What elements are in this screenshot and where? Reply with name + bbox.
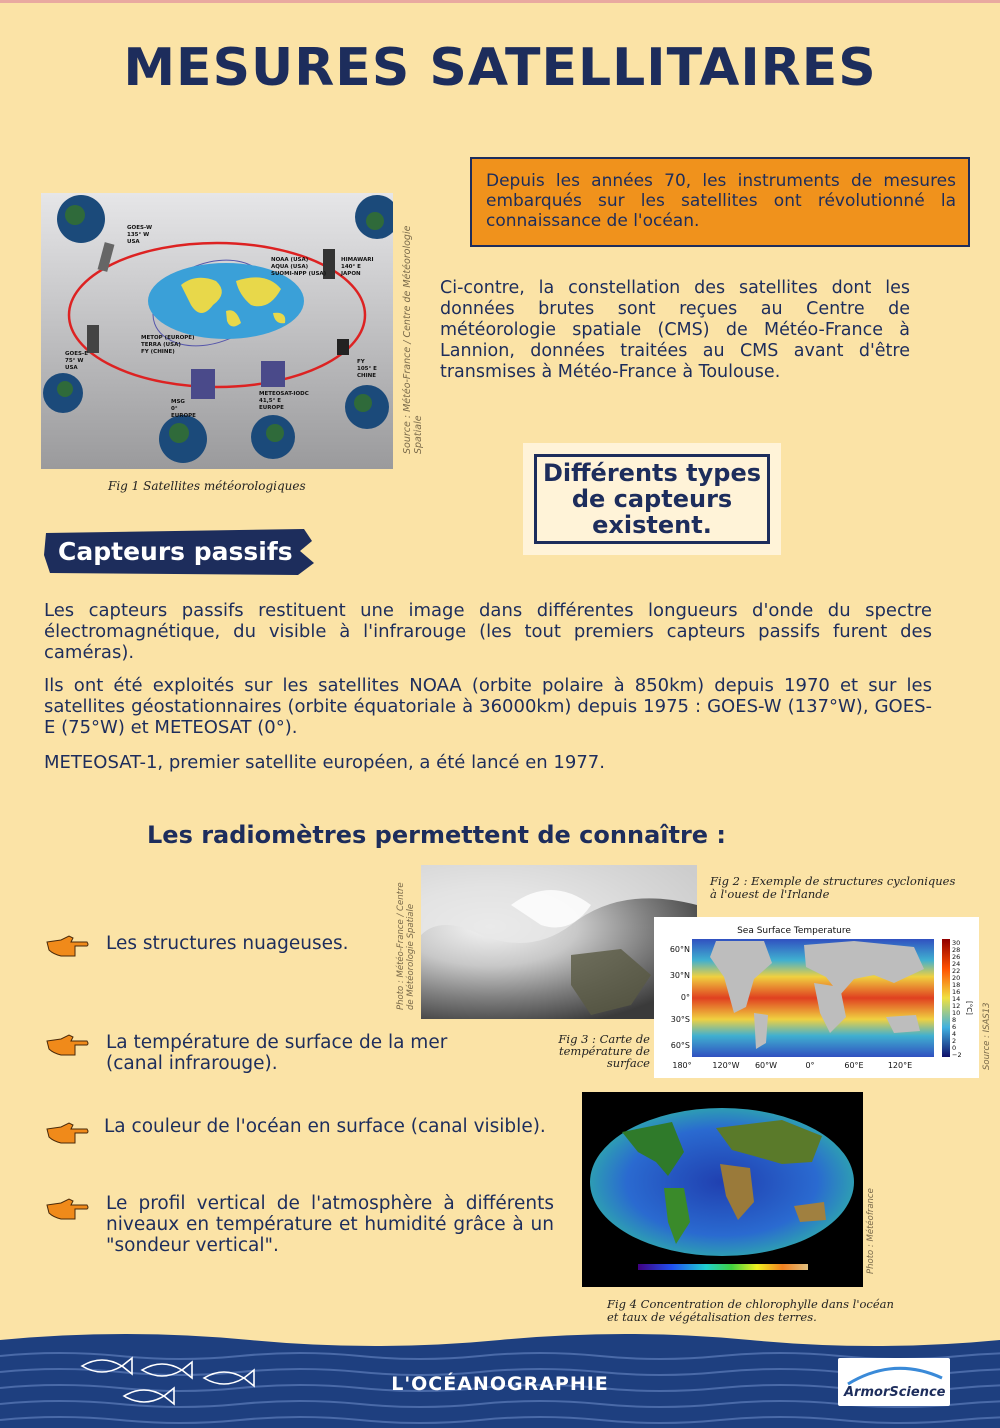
fig1-label: FY — [357, 359, 365, 365]
fig1-label: TERRA (USA) — [141, 342, 181, 348]
top-border — [0, 0, 1000, 3]
page-title: MESURES SATELLITAIRES — [123, 38, 877, 98]
footer-brand: L'OCÉANOGRAPHIE — [391, 1373, 609, 1395]
fig1-label: 75° W — [65, 358, 84, 364]
fig2-caption: Fig 2 : Exemple de structures cycloniques à l'ouest de l'Irlande — [710, 874, 956, 901]
pointing-hand-icon — [45, 934, 89, 958]
fig1-satellite-constellation — [41, 193, 393, 469]
fig1-label: MSG — [171, 399, 185, 405]
passive-sensors-banner — [42, 527, 314, 577]
cbar-tick: 12 — [952, 1002, 961, 1010]
lon-tick: 0° — [805, 1061, 815, 1070]
fig1-caption: Fig 1 Satellites météorologiques — [108, 479, 306, 493]
passive-paragraph-1: Les capteurs passifs restituent une image dans différentes longueurs d'onde du spectre électromagnétique, du visible à l'infrarouge (les tout premiers capteurs passifs furent des caméras). — [44, 600, 932, 663]
intro-highlight-box — [470, 157, 970, 247]
fig1-label: SUOMI-NPP (USA) — [271, 271, 327, 277]
cbar-tick: 6 — [952, 1023, 957, 1031]
cbar-tick: 22 — [952, 967, 961, 975]
fig1-label: 140° E — [341, 264, 361, 270]
fig1-source: Source : Météo-France / Centre de Météorologie Spatiale — [402, 225, 424, 454]
bullet-vertical-profile: Le profil vertical de l'atmosphère à différents niveaux en température et humidité grâce à un "sondeur vertical". — [106, 1193, 554, 1256]
cbar-tick: 24 — [952, 960, 961, 968]
fig4-caption: Fig 4 Concentration de chlorophylle dans l'océan et taux de végétalisation des terres. — [607, 1297, 894, 1324]
armorscience-logo — [838, 1358, 950, 1406]
bullet-cloud-structures: Les structures nuageuses. — [106, 933, 349, 954]
passive-sensors-title: Capteurs passifs — [58, 537, 293, 566]
fig1-label: GOES-E — [65, 351, 88, 357]
fig1-label: NOAA (USA) — [271, 257, 309, 263]
cbar-tick: 20 — [952, 974, 961, 982]
cbar-tick: 4 — [952, 1030, 957, 1038]
cbar-tick: 8 — [952, 1016, 957, 1024]
fig3-sst-map — [654, 917, 979, 1078]
pointing-hand-icon — [45, 1197, 89, 1221]
lon-tick: 60°E — [844, 1061, 864, 1070]
cbar-tick: 2 — [952, 1037, 957, 1045]
fig1-label: CHINE — [357, 373, 377, 379]
cbar-tick: 16 — [952, 988, 961, 996]
cbar-tick: 18 — [952, 981, 961, 989]
cbar-tick: 0 — [952, 1044, 957, 1052]
lon-tick: 120°W — [712, 1061, 740, 1070]
fig3-caption: Fig 3 : Carte de température de surface — [558, 1032, 650, 1070]
fig1-label: HIMAWARI — [341, 257, 374, 263]
radiometers-heading: Les radiomètres permettent de connaître : — [147, 821, 727, 849]
lat-tick: 30°S — [670, 1015, 690, 1024]
constellation-paragraph: Ci-contre, la constellation des satellites dont les données brutes sont reçues au Centre de météorologie spatiale (CMS) de Météo-France à Lannion, données traitées au CMS avant d'être transmises à Météo-France à Toulouse. — [440, 278, 910, 382]
bullet-sea-surface-temperature: La température de surface de la mer (canal infrarouge). — [106, 1032, 448, 1074]
fig4-chlorophyll-map — [582, 1092, 863, 1287]
bullet-ocean-color: La couleur de l'océan en surface (canal visible). — [104, 1116, 546, 1137]
lon-tick: 180° — [672, 1061, 692, 1070]
fig1-label: FY (CHINE) — [141, 349, 175, 355]
footer — [0, 1328, 1000, 1428]
passive-paragraph-2: Ils ont été exploités sur les satellites NOAA (orbite polaire à 850km) depuis 1970 et sur les satellites géostationnaires (orbite équatoriale à 36000km) depuis 1975 : GOES-W (137°W), GOES-E (75°W) et METEOSAT (0°). — [44, 675, 932, 738]
fig1-label: 0° — [171, 406, 178, 412]
lon-tick: 60°W — [754, 1061, 778, 1070]
cbar-tick: 30 — [952, 939, 961, 947]
lat-tick: 60°S — [670, 1041, 690, 1050]
fig4-photo-credit: Photo : Météofrance — [866, 1188, 876, 1274]
pointing-hand-icon — [45, 1121, 89, 1145]
passive-paragraph-3: METEOSAT-1, premier satellite européen, a été lancé en 1977. — [44, 752, 605, 773]
fig1-label: 105° E — [357, 366, 377, 372]
fig1-label: GOES-W — [127, 225, 153, 231]
fig1-label: METEOSAT-IODC — [259, 391, 309, 397]
fig1-label: 41,5° E — [259, 398, 281, 404]
fig1-label: AQUA (USA) — [271, 264, 309, 270]
cbar-tick: 28 — [952, 946, 961, 954]
fig1-label: EUROPE — [171, 413, 196, 419]
fig1-label: METOP (EUROPE) — [141, 335, 195, 341]
lat-tick: 0° — [680, 993, 690, 1002]
fig1-label: USA — [65, 365, 78, 371]
fig1-label: JAPON — [341, 271, 361, 277]
fig2-photo-credit: Photo : Météo-France / Centre de Météorologie Spatiale — [396, 882, 416, 1010]
fig3-source: Source : ISAS13 — [982, 1002, 992, 1070]
lat-tick: 30°N — [669, 971, 690, 980]
sst-map-title: Sea Surface Temperature — [737, 926, 851, 936]
intro-highlight-text: Depuis les années 70, les instruments de mesures embarqués sur les satellites ont révolutionné la connaissance de l'océan. — [486, 171, 956, 231]
lon-tick: 120°E — [887, 1061, 913, 1070]
cbar-tick: 14 — [952, 995, 961, 1003]
pointing-hand-icon — [45, 1033, 89, 1057]
cbar-tick: −2 — [952, 1051, 962, 1059]
fig1-label: EUROPE — [259, 405, 284, 411]
sensor-types-text: Différents types de capteurs existent. — [534, 454, 770, 544]
cbar-tick: 10 — [952, 1009, 961, 1017]
cbar-tick: 26 — [952, 953, 961, 961]
fig1-label: 135° W — [127, 232, 150, 238]
fig1-label: USA — [127, 239, 140, 245]
cbar-unit: [°C] — [965, 1001, 973, 1015]
sensor-types-box — [523, 443, 781, 555]
logo-text: ArmorScience — [844, 1385, 946, 1400]
lat-tick: 60°N — [669, 945, 690, 954]
